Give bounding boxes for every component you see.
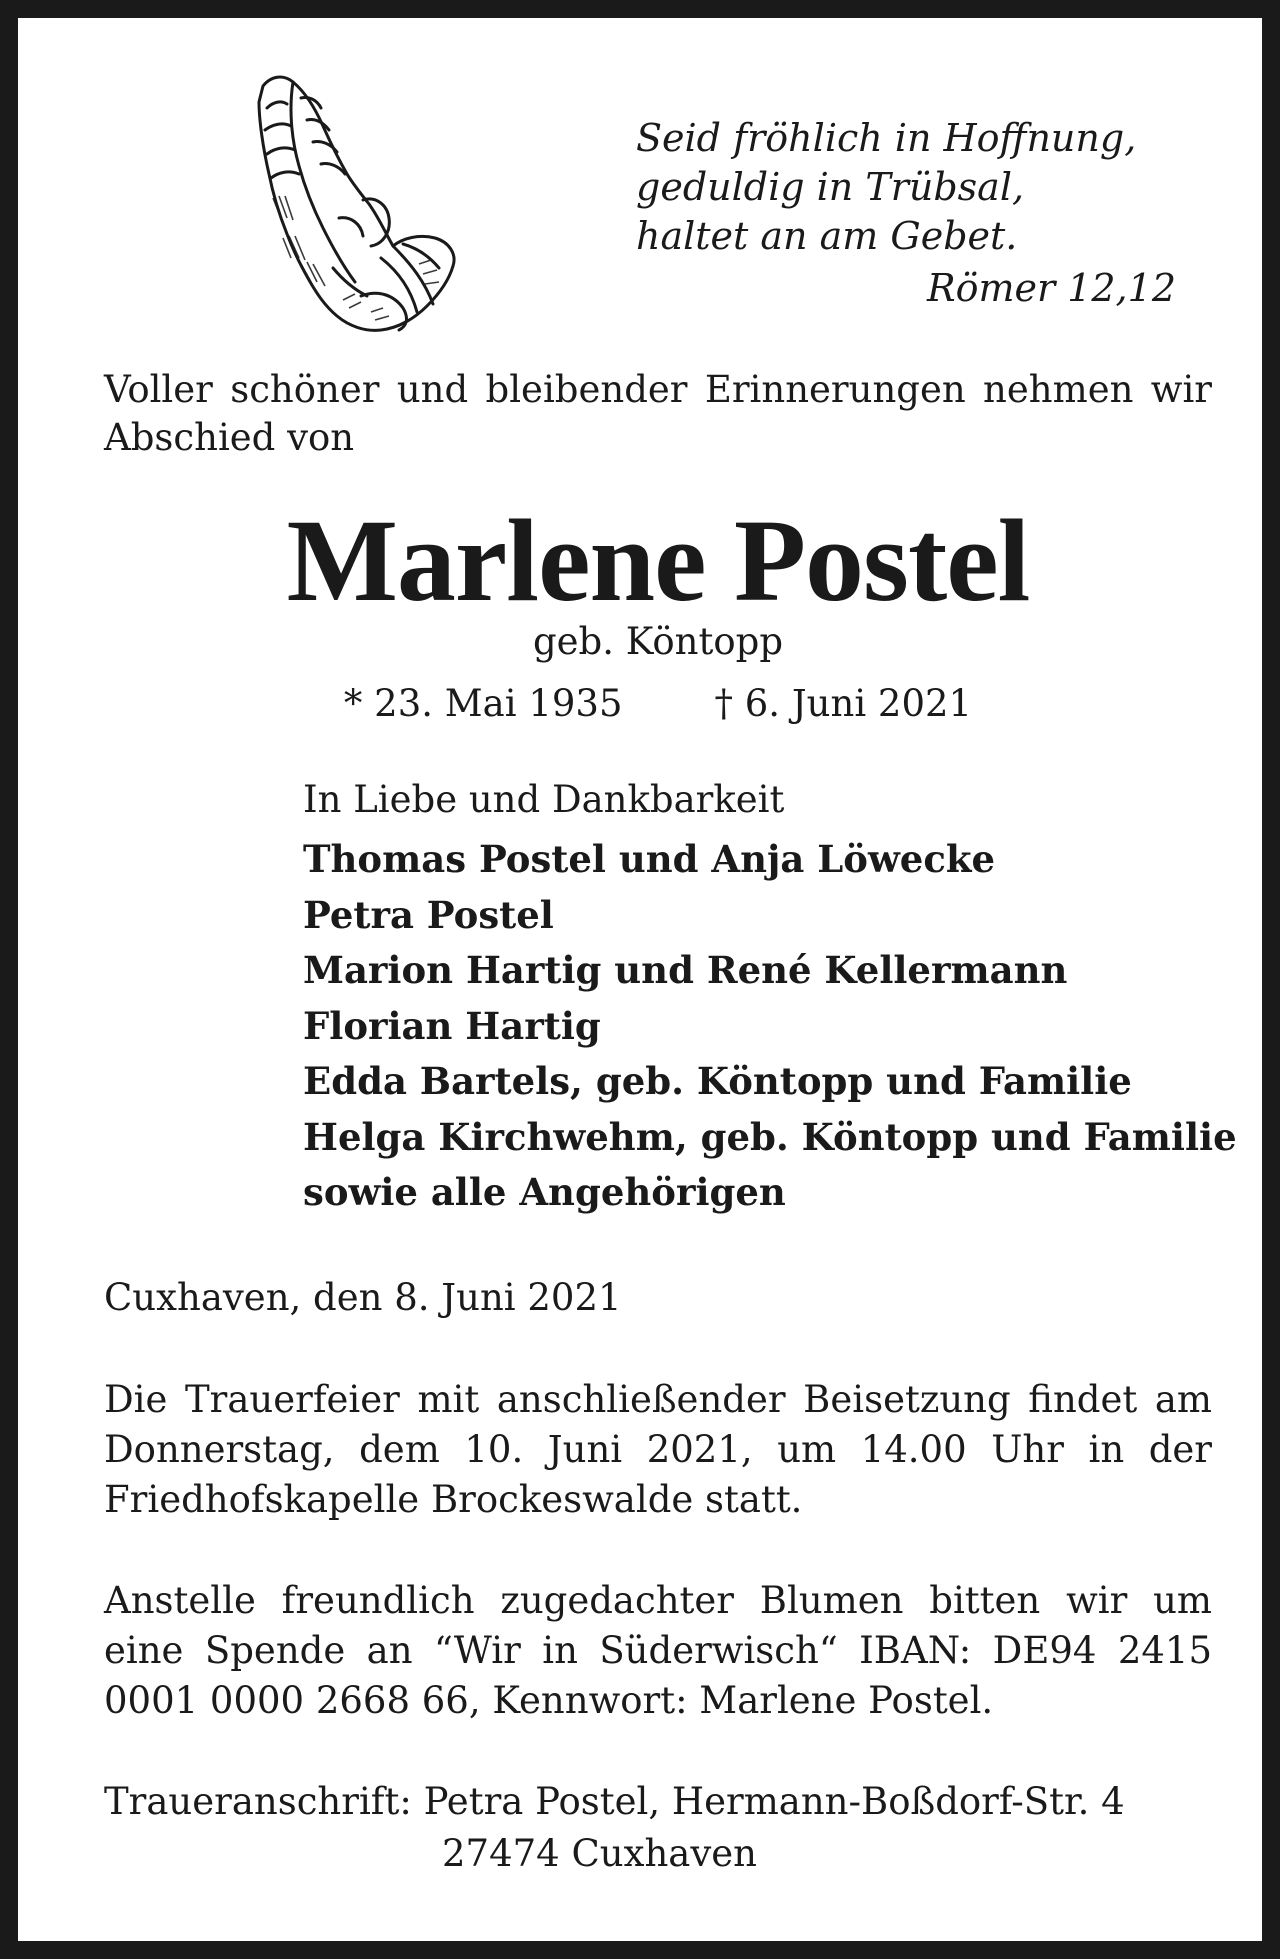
life-dates [18,680,1280,728]
birth-date: * 23. Mai 1935 [343,682,623,725]
death-date: † 6. Juni 2021 [714,682,973,725]
verse-line: haltet an am Gebet. [636,214,1018,258]
address-line: 27474 Cuxhaven [442,1832,757,1875]
mourner-name: Petra Postel [303,892,554,937]
mourner-name: Thomas Postel und Anja Löwecke [303,837,996,881]
place-date: Cuxhaven, den 8. Juni 2021 [104,1276,622,1319]
mourning-address [104,1776,1125,1880]
mourner-name: Helga Kirchwehm, geb. Köntopp und Familie [303,1114,1237,1159]
verse-reference: Römer 12,12 [926,266,1176,310]
verse-line: Seid fröhlich in Hoffnung, [636,116,1137,160]
mourner-name: Florian Hartig [303,1003,601,1048]
ceremony-info: Die Trauerfeier mit anschließender Beisetzung findet am Donnerstag, dem 10. Juni 2021, um 14.00 Uhr in der Friedhofskapelle Brockeswalde statt. [104,1378,1212,1521]
address-line: Traueranschrift: Petra Postel, Hermann-Boßdorf-Str. 4 [104,1780,1125,1823]
bible-verse [636,114,1176,313]
mourner-name: sowie alle Angehörigen [303,1170,786,1214]
donation-info: Anstelle freundlich zugedachter Blumen bitten wir um eine Spende an “Wir in Süderwisch“ IBAN: DE94 2415 0001 0000 2668 66, Kennwort: Marlene Postel. [104,1579,1212,1722]
mourner-name: Edda Bartels, geb. Köntopp und Familie [303,1059,1132,1103]
praying-hands-icon [243,68,473,338]
verse-line: geduldig in Trübsal, [636,165,1025,209]
mourners-block [303,776,1263,1221]
mourners-heading: In Liebe und Dankbarkeit [303,778,785,821]
mourner-name: Marion Hartig und René Kellermann [303,948,1068,992]
birth-name: geb. Köntopp [532,620,784,663]
intro-text: Voller schöner und bleibender Erinnerungen nehmen wir Abschied von [104,368,1212,459]
deceased-name: Marlene Postel [286,495,1030,626]
